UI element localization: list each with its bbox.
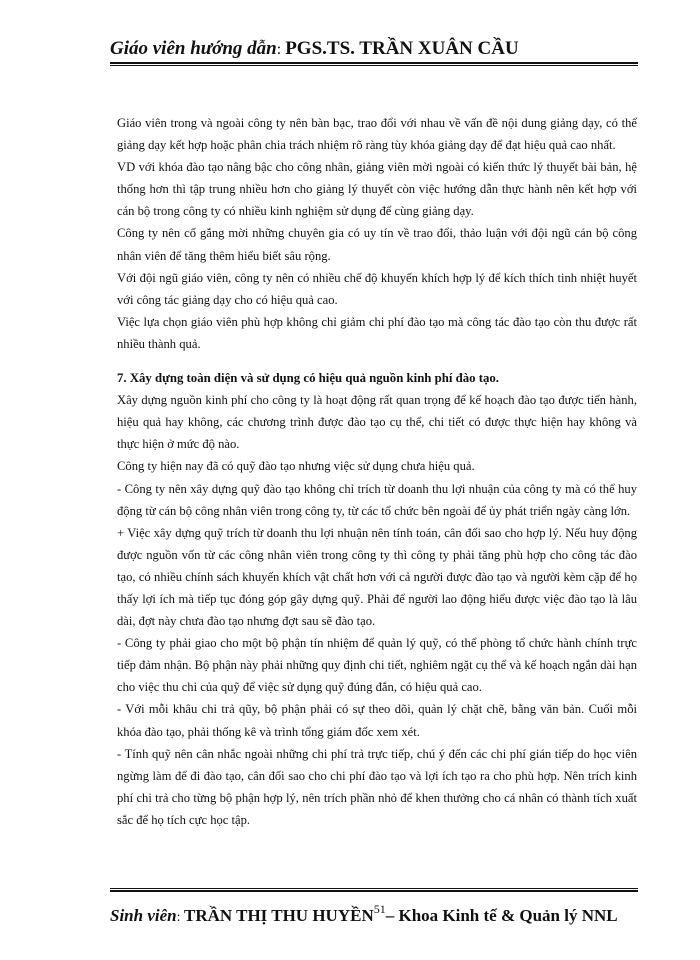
footer-faculty: – Khoa Kinh tế & Quản lý NNL: [385, 906, 618, 925]
footer-label: Sinh viên: [110, 906, 177, 925]
body-paragraph: + Việc xây dựng quỹ trích từ doanh thu lợi nhuận nên tính toán, cân đối sao cho hợp lý. Nếu huy động được nguồn vốn từ các công nhân viên trong công ty thì công ty phải tăng phù hợp cho công tác đào tạo, có nhiều chính sách khuyến khích vật chất hơn với cả người được đào tạo và người kèm cặp để họ thấy lợi ích mà tiếp tục đóng góp gây dựng quỹ. Phải để người lao động hiểu được việc đào tạo là lâu dài, đợt này chưa đào tạo nhưng đợt sau sẽ đào tạo.: [117, 525, 637, 629]
page-body: [117, 112, 637, 831]
header-supervisor-name: PGS.TS. TRẦN XUÂN CẦU: [285, 38, 519, 59]
footer-rule: [110, 888, 638, 892]
body-paragraph: - Tính quỹ nên cân nhắc ngoài những chi phí trả trực tiếp, chú ý đến các chi phí gián tiếp do học viên ngừng làm để đi đào tạo, cân đối sao cho chi phí đào tạo và lợi ích tạo ra cho phù hợp. Nên trích kinh phí chi trả cho từng bộ phận hợp lý, nên trích phần nhỏ để khen thưởng cho cá nhân có thành tích xuất sắc để họ tích cực học tập.: [117, 746, 637, 827]
body-paragraph: Với đội ngũ giáo viên, công ty nên có nhiều chế độ khuyến khích hợp lý để kích thích tinh nhiệt huyết với công tác giảng dạy cho có hiệu quả cao.: [117, 270, 637, 307]
body-paragraph: Việc lựa chọn giáo viên phù hợp không chỉ giảm chi phí đào tạo mà công tác đào tạo còn thu được rất nhiều thành quả.: [117, 314, 637, 351]
body-paragraph: Xây dựng nguồn kinh phí cho công ty là hoạt động rất quan trọng để kế hoạch đào tạo được tiến hành, hiệu quả hay không, các chương trình được đào tạo cụ thể, chi tiết có được thực hiện hay không và thực hiện ở mức độ nào.: [117, 393, 637, 452]
body-paragraph: Công ty nên cố gắng mời những chuyên gia có uy tín về trao đổi, thảo luận với đội ngũ cán bộ công nhân viên để tăng thêm hiểu biết sâu rộng.: [117, 226, 637, 263]
footer-colon: :: [176, 910, 184, 925]
page-header: [110, 38, 638, 60]
body-paragraph: - Công ty nên xây dựng quỹ đào tạo không chỉ trích từ doanh thu lợi nhuận của công ty mà có thể huy động từ cán bộ công nhân viên trong công ty, từ các tổ chức bên ngoài để ủy phát triển ngày càng lớn.: [117, 481, 637, 518]
header-rule: [110, 62, 638, 66]
page-number: 51: [373, 902, 386, 916]
header-colon: :: [276, 41, 286, 58]
section-gap: [117, 355, 637, 367]
header-label: Giáo viên hướng dẫn: [110, 38, 277, 59]
header-text: [110, 38, 638, 60]
section-heading: 7. Xây dựng toàn diện và sử dụng có hiệu quả nguồn kinh phí đào tạo.: [117, 371, 499, 386]
body-paragraph: Giáo viên trong và ngoài công ty nên bàn bạc, trao đổi với nhau về vấn đề nội dung giảng dạy, có thể giảng dạy kết hợp hoặc phân chia trách nhiệm rõ ràng tùy khóa giảng dạy để đạt hiệu quả cao nhất.: [117, 116, 637, 153]
body-paragraph: - Công ty phải giao cho một bộ phận tín nhiệm để quản lý quỹ, có thể phòng tổ chức hành chính trực tiếp đảm nhận. Bộ phận này phải những quy định chi tiết, nghiêm ngặt cụ thể và kế hoạch ngắn dài hạn cho việc thu chi của quỹ để việc sử dụng quỹ đúng đắn, có hiệu quả cao.: [117, 636, 637, 695]
body-paragraph: VD với khóa đào tạo nâng bậc cho công nhân, giảng viên mời ngoài có kiến thức lý thuyết bài bản, hệ thống hơn thì tập trung nhiều hơn cho giảng lý thuyết còn việc hướng dẫn thực hành nên kết hợp với cán bộ trong công ty có nhiều kinh nghiệm sử dụng để cùng giảng dạy.: [117, 160, 637, 219]
footer-student-name: TRẦN THỊ THU HUYỀN: [184, 906, 374, 925]
body-paragraph: Công ty hiện nay đã có quỹ đào tạo nhưng việc sử dụng chưa hiệu quả.: [117, 459, 475, 474]
body-paragraph: - Với mỗi khâu chi trả qũy, bộ phận phải có sự theo dõi, quản lý chặt chẽ, bằng văn bản. Cuối mỗi khóa đào tạo, phải thống kê và trình tổng giám đốc xem xét.: [117, 702, 637, 739]
footer-text: [110, 902, 618, 926]
